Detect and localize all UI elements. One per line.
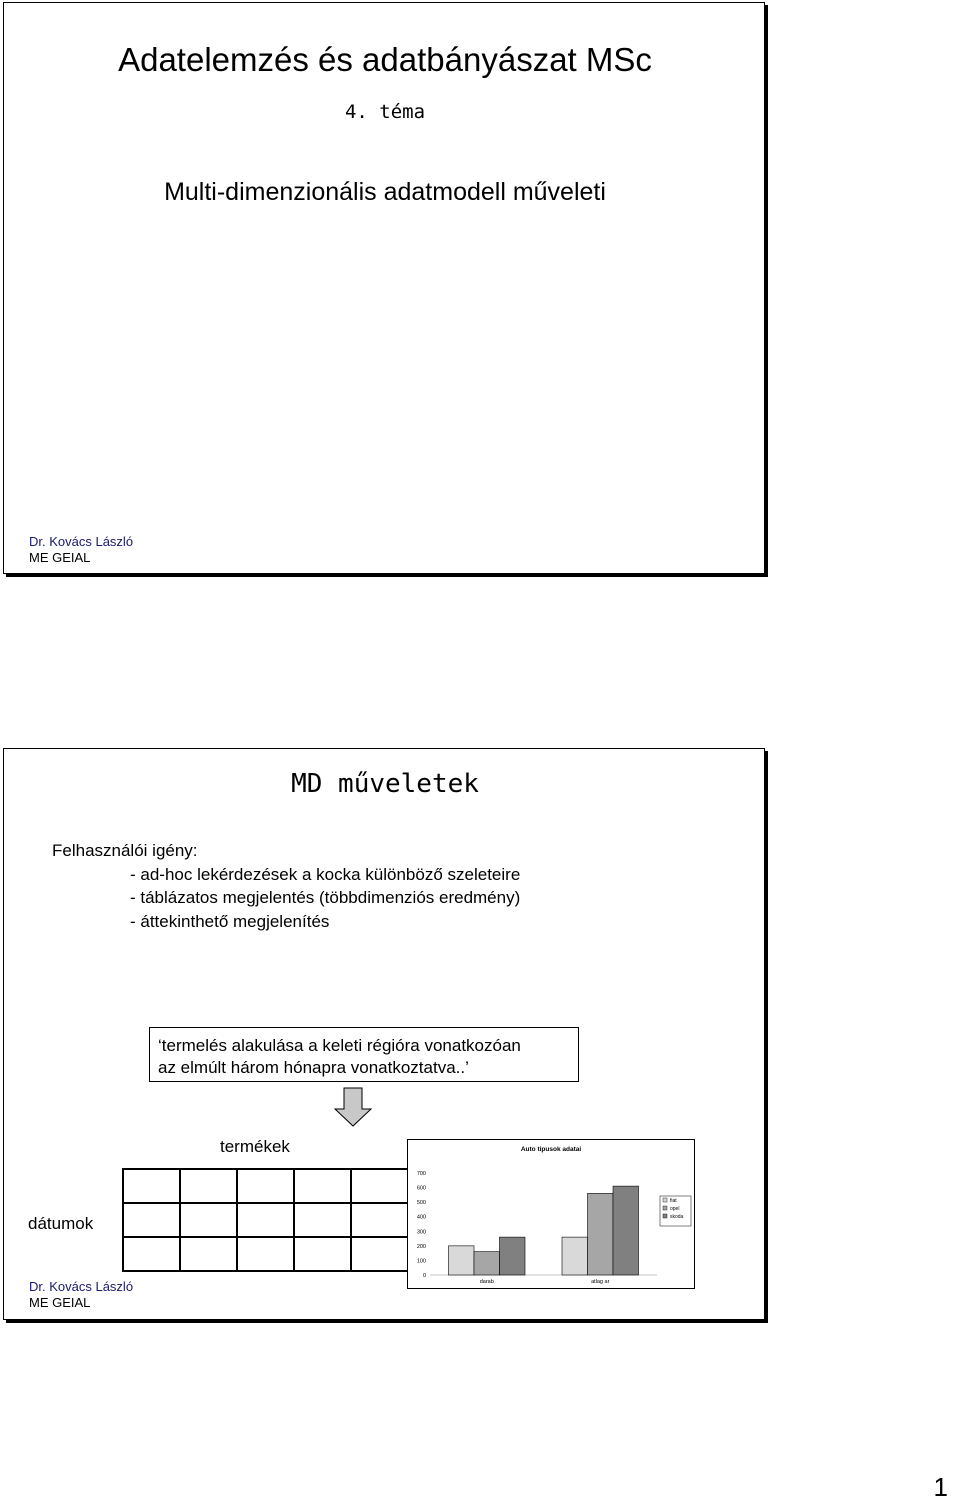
y-tick-label: 600 xyxy=(416,1185,426,1192)
grid-column-label: termékek xyxy=(220,1137,290,1156)
y-tick-label: 400 xyxy=(416,1214,426,1221)
y-tick-label: 700 xyxy=(416,1171,426,1177)
grid-cell xyxy=(123,1237,180,1271)
bar-fiat-0 xyxy=(449,1246,475,1275)
y-tick-label: 300 xyxy=(416,1229,426,1236)
author-institute: ME GEIAL xyxy=(29,1295,91,1310)
y-tick-label: 0 xyxy=(422,1273,426,1279)
requirements-list xyxy=(52,839,520,933)
list-item: - áttekinthető megjelenítés xyxy=(130,911,330,931)
grid-cell xyxy=(123,1169,180,1203)
legend-label-fiat: fiat xyxy=(670,1198,677,1204)
page-number: 1 xyxy=(933,1472,948,1502)
legend-label-opel: opel xyxy=(670,1206,680,1212)
slide-2-author xyxy=(29,1279,133,1311)
legend-label-skoda: skoda xyxy=(670,1214,684,1220)
grid-cell xyxy=(351,1203,408,1237)
bar-skoda-1 xyxy=(613,1186,639,1275)
list-item: - táblázatos megjelentés (többdimenziós eredmény) xyxy=(130,888,521,907)
bar-opel-1 xyxy=(588,1193,614,1275)
grid-cell xyxy=(237,1237,294,1271)
slide-1-title: Adatelemzés és adatbányászat MSc xyxy=(118,41,652,78)
result-grid xyxy=(122,1168,409,1272)
grid-cell xyxy=(294,1203,351,1237)
slide-2 xyxy=(3,748,765,1320)
grid-cell xyxy=(237,1203,294,1237)
author-name: Dr. Kovács László xyxy=(29,534,134,549)
x-tick-label: darab xyxy=(479,1279,494,1285)
slide-1-author xyxy=(29,534,133,566)
y-tick-label: 500 xyxy=(416,1200,426,1207)
grid-cell xyxy=(294,1169,351,1203)
chart-title: Auto tipusok adatai xyxy=(520,1146,582,1153)
grid-cell xyxy=(180,1169,237,1203)
grid-cell xyxy=(180,1203,237,1237)
slide-1-subtitle: 4. téma xyxy=(344,101,426,123)
grid-cell xyxy=(294,1237,351,1271)
list-heading: Felhasználói igény: xyxy=(52,841,198,860)
legend-swatch-opel xyxy=(663,1206,667,1210)
grid-cell xyxy=(351,1237,408,1271)
grid-cell xyxy=(180,1237,237,1271)
slide-2-title: MD műveletek xyxy=(291,769,479,799)
legend-swatch-skoda xyxy=(663,1214,667,1218)
y-tick-label: 100 xyxy=(416,1258,426,1265)
slide-1 xyxy=(3,2,765,574)
slide-1-topic: Multi-dimenzionális adatmodell műveleti xyxy=(164,178,606,206)
grid-cell xyxy=(237,1169,294,1203)
auto-types-chart xyxy=(407,1139,695,1289)
legend-swatch-fiat xyxy=(663,1198,667,1202)
x-tick-label: atlag ar xyxy=(591,1279,610,1285)
author-name: Dr. Kovács László xyxy=(29,1279,134,1294)
query-box xyxy=(149,1027,579,1082)
query-line-1: ‘termelés alakulása a keleti régióra vonatkozóan xyxy=(158,1036,521,1055)
bar-skoda-0 xyxy=(500,1237,526,1275)
bar-fiat-1 xyxy=(562,1237,588,1275)
down-arrow-icon xyxy=(334,1087,372,1127)
bar-opel-0 xyxy=(474,1252,500,1275)
query-line-2: az elmúlt három hónapra vonatkoztatva..’ xyxy=(158,1058,469,1077)
grid-cell xyxy=(351,1169,408,1203)
grid-row-label: dátumok xyxy=(28,1214,94,1233)
y-tick-label: 200 xyxy=(416,1243,426,1250)
author-institute: ME GEIAL xyxy=(29,550,91,565)
list-item: - ad-hoc lekérdezések a kocka különböző szeleteire xyxy=(130,864,521,884)
grid-cell xyxy=(123,1203,180,1237)
